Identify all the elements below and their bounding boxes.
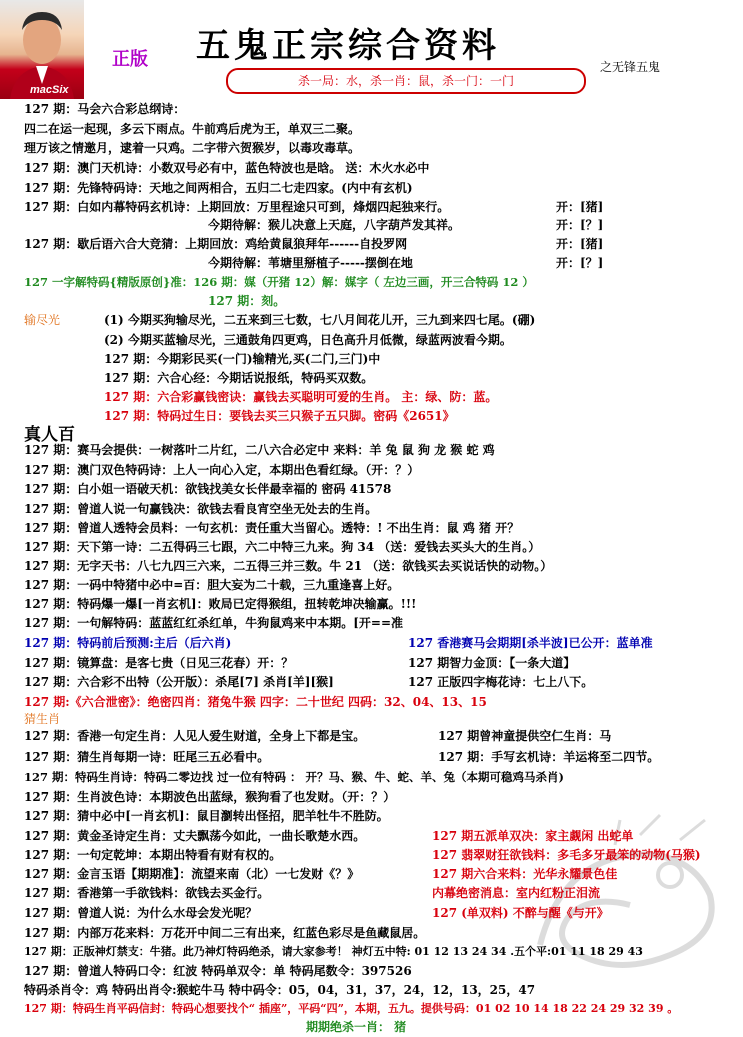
truth-line-4: 127 期：曾道人说一句赢钱决：欲钱去看良宵空坐无处去的生肖。: [24, 502, 378, 516]
twocol-a-left-3: 127 期：六合彩不出特（公开版）：杀尾[7] 杀肖[羊][猴]: [24, 675, 334, 689]
zodiac-line-3: 127 期：猜中必中[一肖玄机]：鼠目瀏转出怪招，肥羊牡牛不胜防。: [24, 809, 389, 823]
page-title: 五鬼正宗综合资料: [196, 26, 500, 66]
line-pioneer-poem: 127 期：先锋特码诗：天地之间两相合，五归二七走四家。(内中有玄机): [24, 181, 413, 195]
riddle-line-1: 127 一字解特码{精版原创}准：126 期：媒（开猪 12）解：媒字（ 左边三画，开三合特码 12 ）: [24, 275, 534, 289]
truth-line-5: 127 期：曾道人透特会员料：一句玄机：责任重大当留心。透特：! 不出生肖：鼠 鸡 猪 开？: [24, 521, 520, 535]
tail-line-2: 127 期：正版神灯禁支：牛猪。此乃神灯特码绝杀，请大家参考！ 神灯五中特: 01 12 13 24 34 .五个平:01 11 18 29 43: [24, 945, 643, 958]
zodiac-row-1-left: 127 期：香港一句定生肖：人见人爱生财道，全身上下都是宝。: [24, 729, 366, 743]
lose-line-1: (1) 今期买狗输尽光，二五来到三七数，七八月间花儿开，三九到来四七尾。(硼): [104, 313, 536, 327]
mixed-row-5-right: 127 (单双料) 不醉与醒《与开》: [432, 906, 609, 920]
author-label: 之无锋五鬼: [600, 60, 661, 74]
twocol-a-left-1: 127 期：特码前后预测:主后（后六肖): [24, 636, 232, 650]
lose-line-4: 127 期：六合心经：今期话说报纸，特码买双数。: [104, 371, 374, 385]
riddle-line-2: 127 期：刻。: [208, 294, 286, 308]
zodiac-heading: 猜生肖: [24, 712, 61, 726]
twocol-a-right-2: 127 期智力金顶：【一条大道】: [408, 656, 576, 670]
footer-line: 期期绝杀一肖： 猪: [306, 1020, 407, 1034]
lose-line-3: 127 期：今期彩民买(一门)输精光,买(二门,三门)中: [104, 352, 381, 366]
open-mark-4: 开：[？]: [556, 256, 604, 270]
line-riddle-answer: 今期待解：苇塘里掰植子-----摆倒在地: [208, 256, 413, 270]
tail-line-1: 127 期：内部万花来料：万花开中间二三有出来，红蓝色彩尽是鱼藏鼠居。: [24, 926, 426, 940]
lose-line-2: (2) 今期买蓝输尽光，三通鼓角四更鸡，日色高升月低微，绿蓝两波看今期。: [104, 333, 512, 347]
truth-line-3: 127 期：白小姐一语破天机：欲钱找美女长伴最幸福的 密码 41578: [24, 482, 392, 496]
truth-line-6: 127 期：天下第一诗：二五得码三七跟，六二中特三九来。狗 34 （送：爱钱去买头大的生肖。）: [24, 540, 541, 554]
mixed-row-1-right: 127 期五派单双决：家主觑闲 出蛇单: [432, 829, 634, 843]
line-macau-poem: 127 期：澳门天机诗：小数双号必有中，蓝色特波也是晗。 送：木火水必中: [24, 161, 430, 175]
line-riddle-guess: 127 期：歇后语六合大竞猜：上期回放：鸡给黄鼠狼拜年------自投罗网: [24, 237, 408, 251]
author-portrait: [0, 0, 84, 99]
zodiac-line-2: 127 期：生肖波色诗：本期波色出蓝绿，猴狗看了也发财。（开：？）: [24, 790, 396, 804]
zodiac-line-1: 127 期：特码生肖诗：特码二零边找 过一位有特码 ： 开？马、猴、牛、蛇、羊、兔（本期可稳鸡马杀肖): [24, 770, 564, 784]
line-inside-poem-answer: 今期待解：猴儿决意上天庭，八字葫芦发其祥。: [208, 218, 461, 232]
truth-line-10: 127 期：一句解特码：蓝蓝红红杀红单，牛狗鼠鸡来中本期。[开==准: [24, 616, 404, 630]
mixed-row-2-left: 127 期：一句定乾坤：本期出特看有财有权的。: [24, 848, 282, 862]
mixed-row-2-right: 127 翡翠财狂欲钱料：多毛多牙最笨的动物(马猴): [432, 848, 701, 862]
mixed-row-4-left: 127 期：香港第一手欲钱料：欲钱去买金行。: [24, 886, 270, 900]
zodiac-row-1-right: 127 期曾神童提供空仁生肖：马: [438, 729, 612, 743]
zodiac-row-2-left: 127 期：猜生肖每期一诗：旺尾三五必看中。: [24, 750, 270, 764]
mixed-row-5-left: 127 期：曾道人说：为什么水母会发光呢？: [24, 906, 258, 920]
truth-heading: 真人百: [24, 425, 75, 445]
truth-line-2: 127 期：澳门双色特码诗：上人一向心入定，本期出色看红绿。（开：？）: [24, 463, 420, 477]
truth-line-1: 127 期：赛马会提供：一树落叶二片红，二八六合必定中 来料：羊 兔 鼠 狗 龙 猴 蛇 鸡: [24, 443, 495, 457]
line-general-poem-2: 理万该之情邀月，逮着一只鸡。二字带六贺猴岁，以毒攻毒草。: [24, 141, 361, 155]
secret-line: 127 期:《六合泄密》：绝密四肖：猪兔牛猴 四字：二十世纪 四码：32、04、13、15: [24, 695, 487, 709]
tail-line-3: 127 期：曾道人特码口令：红波 特码单双令：单 特码尾数令：397526: [24, 964, 412, 978]
twocol-a-right-3: 127 正版四字梅花诗：七上八下。: [408, 675, 594, 689]
tail-line-4: 特码杀肖令：鸡 特码出肖令:猴蛇牛马 特中码令：05，04，31，37，24，12，13，25，47: [24, 983, 536, 997]
mixed-row-3-right: 127 期六合来料：光华永耀景色佳: [432, 867, 618, 881]
line-general-poem-1: 四二在运一起现，多云下雨点。牛前鸡后虎为王，单双三二聚。: [24, 122, 361, 136]
kill-banner: 杀一局：水，杀一肖：鼠，杀一门：一门: [226, 68, 586, 94]
truth-line-7: 127 期：无字天书：八七九四三六来，二五得三并三数。牛 21 （送：欲钱买去买说话快的动物。）: [24, 559, 553, 573]
open-mark-2: 开：[？]: [556, 218, 604, 232]
logo-text: macSix: [30, 84, 69, 96]
twocol-a-right-1: 127 香港赛马会期期[杀半波]已公开：蓝单准: [408, 636, 653, 650]
open-mark-1: 开：[猪]: [556, 200, 604, 214]
truth-line-9: 127 期：特码爆一爆[一肖玄机]：败局已定得猴组，扭转乾坤决输赢。!!!: [24, 597, 417, 611]
twocol-a-left-2: 127 期：镜算盘：是客七贵（日见三花春）开：？: [24, 656, 294, 670]
open-mark-3: 开：[猪]: [556, 237, 604, 251]
lose-line-6: 127 期：特码过生日：要钱去买三只猴子五只脚。密码《2651》: [104, 409, 455, 423]
mixed-row-1-left: 127 期：黄金圣诗定生肖：丈夫飘荡今如此，一曲长歌楚水西。: [24, 829, 366, 843]
final-line: 127 期：特码生肖平码信封：特码心想要找个“ 插座”，平码“四”，本期，五九。提供号码：01 02 10 14 18 22 24 29 32 39 。: [24, 1002, 679, 1015]
line-inside-poem: 127 期：白如内幕特码玄机诗：上期回放：万里程途只可到，烽烟四起独来行。: [24, 200, 450, 214]
mixed-row-4-right: 内幕绝密消息：室内红粉正泪流: [432, 886, 601, 900]
lose-line-5: 127 期：六合彩赢钱密诀：赢钱去买聪明可爱的生肖。 主：绿、防：蓝。: [104, 390, 498, 404]
truth-line-8: 127 期：一码中特猪中必中=百：胆大妄为二十载，三九重逢喜上好。: [24, 578, 400, 592]
mixed-row-3-left: 127 期：金言玉语【期期准】：流望来南（北）一七发财《？》: [24, 867, 360, 881]
brand-label: 正版: [112, 49, 148, 70]
zodiac-row-2-right: 127 期：手写玄机诗：羊运将至二四节。: [438, 750, 660, 764]
lose-heading: 输尽光: [24, 313, 61, 327]
line-general-poem-title: 127 期：马会六合彩总纲诗：: [24, 102, 186, 116]
